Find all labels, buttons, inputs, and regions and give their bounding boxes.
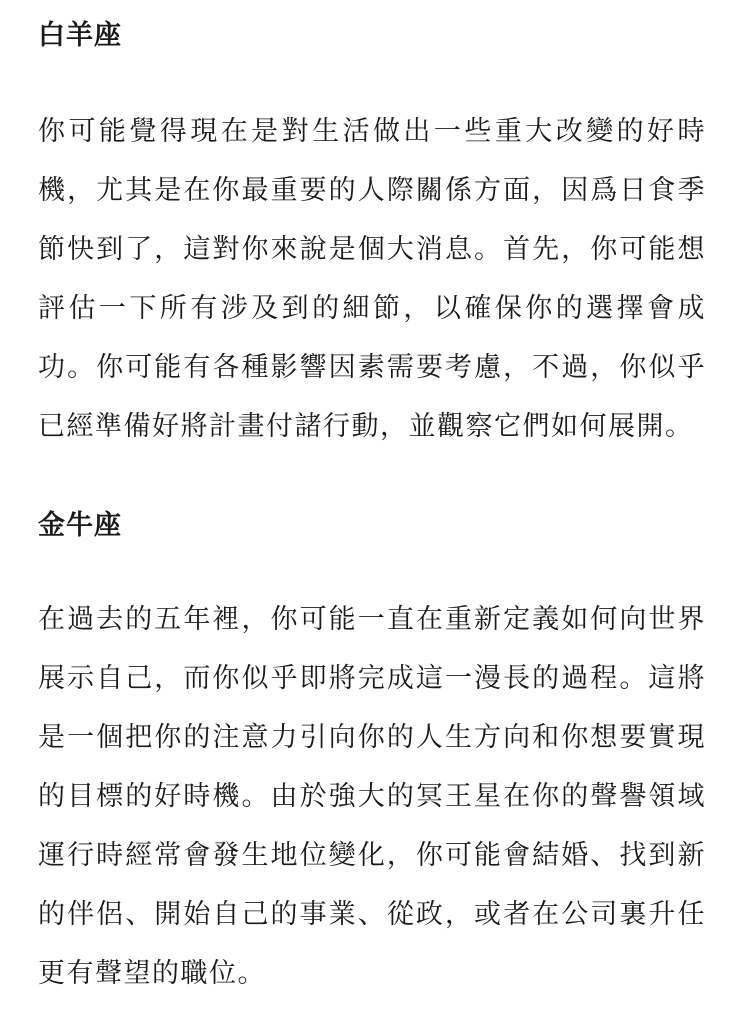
section-body-taurus: 在過去的五年裡，你可能一直在重新定義如何向世界展示自己，而你似乎即將完成這一漫長的過程。這將是一個把你的注意力引向你的人生方向和你想要實現的目標的好時機。由於強大的冥王星在你的聲譽領域運行時經常會發生地位變化，你可能會結婚、找到新的伴侶、開始自己的事業、從政，或者在公司裏升任更有聲望的職位。 [38,604,706,989]
section-title-aries: 白羊座 [38,20,122,51]
section-title-taurus: 金牛座 [38,510,122,541]
section-body-aries: 你可能覺得現在是對生活做出一些重大改變的好時機，尤其是在你最重要的人際關係方面，因爲日食季節快到了，這對你來說是個大消息。首先，你可能想評估一下所有涉及到的細節，以確保你的選擇會成功。你可能有各種影響因素需要考慮，不過，你似乎已經準備好將計畫付諸行動，並觀察它們如何展開。 [38,116,706,442]
